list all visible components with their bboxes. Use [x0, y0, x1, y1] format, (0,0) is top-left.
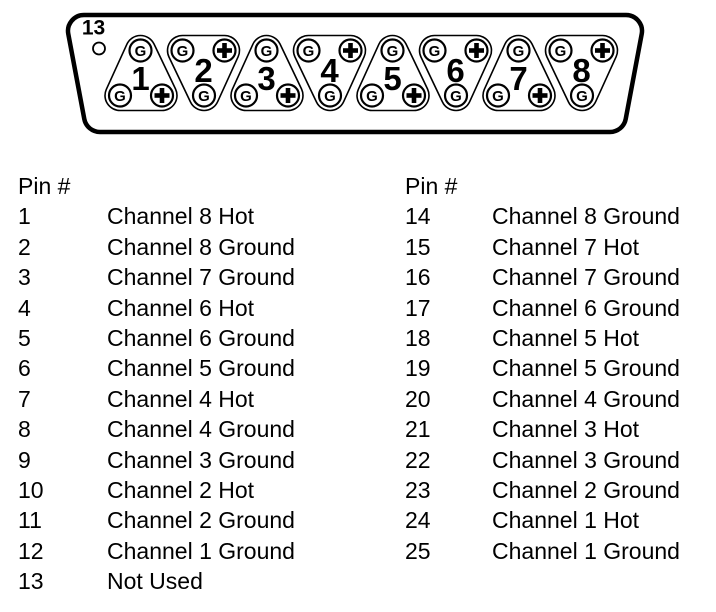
pin-row — [18, 323, 295, 353]
pin-assignment: Channel 4 Ground — [107, 416, 295, 443]
pin-number: 10 — [18, 477, 44, 504]
pin-row — [18, 201, 295, 231]
pin-assignment: Not Used — [107, 568, 203, 595]
pin-assignment: Channel 2 Hot — [107, 477, 255, 504]
pin-assignment: Channel 8 Ground — [107, 233, 295, 260]
pin-number: 25 — [405, 537, 431, 564]
pin-row — [18, 232, 295, 262]
pin-row — [405, 536, 680, 566]
pin-row — [405, 232, 680, 262]
ground-pin-label: G — [260, 42, 273, 60]
pin-assignment: Channel 5 Ground — [107, 355, 295, 382]
pin-assignment: Channel 7 Ground — [107, 264, 295, 291]
ground-pin-label: G — [176, 42, 189, 60]
pin-row — [405, 445, 680, 475]
ground-pin-label: G — [198, 87, 210, 105]
pin-number: 17 — [405, 294, 431, 321]
pin-row — [18, 536, 295, 566]
pin-number: 22 — [405, 446, 431, 473]
pin-assignment: Channel 1 Ground — [492, 537, 680, 564]
group-number: 3 — [257, 60, 276, 97]
pin-assignment: Channel 3 Ground — [492, 446, 680, 473]
ground-pin-label: G — [428, 42, 441, 60]
pin-assignment: Channel 5 Hot — [492, 325, 640, 352]
pin-assignment: Channel 4 Ground — [492, 385, 680, 412]
pin-table-header-left: Pin # — [18, 173, 71, 199]
ground-pin-label: G — [366, 87, 378, 105]
pin-number: 2 — [18, 233, 31, 260]
pin-number: 13 — [18, 568, 44, 595]
pin-number: 6 — [18, 355, 31, 382]
pin-assignment: Channel 4 Hot — [107, 385, 255, 412]
pin-row — [405, 353, 680, 383]
pin-number: 23 — [405, 477, 431, 504]
pin-number: 9 — [18, 446, 31, 473]
group-number: 1 — [131, 60, 150, 97]
pin-row — [18, 384, 295, 414]
pin-row — [18, 445, 295, 475]
pin-assignment: Channel 6 Ground — [492, 294, 680, 321]
pin-row — [405, 262, 680, 292]
pin-number: 16 — [405, 264, 431, 291]
pin-number: 15 — [405, 233, 431, 260]
group-number: 8 — [572, 52, 591, 89]
pin-row — [405, 201, 680, 231]
pin-row — [18, 566, 295, 596]
pin-number: 11 — [18, 507, 42, 534]
pin-row — [18, 414, 295, 444]
group-number: 2 — [194, 52, 213, 89]
pin-assignment: Channel 8 Ground — [492, 203, 680, 230]
group-number: 7 — [509, 60, 528, 97]
connector-shell-outline — [68, 15, 642, 132]
pin-assignment: Channel 2 Ground — [492, 477, 680, 504]
ground-pin-label: G — [492, 87, 504, 105]
pin13-circle — [93, 43, 105, 55]
pin-number: 20 — [405, 385, 431, 412]
pin-row — [18, 475, 295, 505]
ground-pin-label: G — [240, 87, 252, 105]
pin-row — [18, 505, 295, 535]
pin-assignment: Channel 8 Hot — [107, 203, 255, 230]
db25-connector-diagram — [0, 0, 716, 150]
pin-assignment: Channel 3 Hot — [492, 416, 640, 443]
group-number: 6 — [446, 52, 465, 89]
pin-number: 3 — [18, 264, 31, 291]
pin-row — [18, 293, 295, 323]
pin-row — [405, 293, 680, 323]
pin-number: 24 — [405, 507, 431, 534]
ground-pin-label: G — [512, 42, 525, 60]
pin-number: 19 — [405, 355, 431, 382]
pin-number: 1 — [18, 203, 31, 230]
pin-assignment: Channel 5 Ground — [492, 355, 680, 382]
ground-pin-label: G — [324, 87, 336, 105]
pin13-label: 13 — [81, 16, 106, 40]
group-number: 5 — [383, 60, 402, 97]
pin-table-header-right: Pin # — [405, 173, 458, 199]
ground-pin-label: G — [386, 42, 399, 60]
ground-pin-label: G — [302, 42, 315, 60]
ground-pin-label: G — [134, 42, 147, 60]
pin-assignment: Channel 1 Hot — [492, 507, 640, 534]
pin-row — [405, 384, 680, 414]
pin-number: 18 — [405, 325, 431, 352]
pin-table-right — [405, 171, 680, 566]
pin-assignment: Channel 6 Ground — [107, 325, 295, 352]
pin-number: 5 — [18, 325, 31, 352]
ground-pin-label: G — [554, 42, 567, 60]
pin-assignment: Channel 7 Ground — [492, 264, 680, 291]
ground-pin-label: G — [450, 87, 462, 105]
pin-assignment: Channel 7 Hot — [492, 233, 640, 260]
pin-row — [405, 323, 680, 353]
pin-assignment: Channel 2 Ground — [107, 507, 295, 534]
ground-pin-label: G — [576, 87, 588, 105]
pin-row — [18, 353, 295, 383]
pin-row — [405, 475, 680, 505]
pin-row — [405, 414, 680, 444]
pin-assignment: Channel 3 Ground — [107, 446, 295, 473]
pin-number: 4 — [18, 294, 31, 321]
group-number: 4 — [320, 52, 339, 89]
pin-number: 12 — [18, 537, 44, 564]
pin-number: 7 — [18, 385, 31, 412]
pin-row — [405, 505, 680, 535]
ground-pin-label: G — [114, 87, 126, 105]
pin-table-left — [18, 171, 295, 597]
pin-number: 8 — [18, 416, 31, 443]
pin-number: 14 — [405, 203, 431, 230]
pin-assignment: Channel 1 Ground — [107, 537, 295, 564]
pin-assignment: Channel 6 Hot — [107, 294, 255, 321]
pin-number: 21 — [405, 416, 431, 443]
pin-row — [18, 262, 295, 292]
